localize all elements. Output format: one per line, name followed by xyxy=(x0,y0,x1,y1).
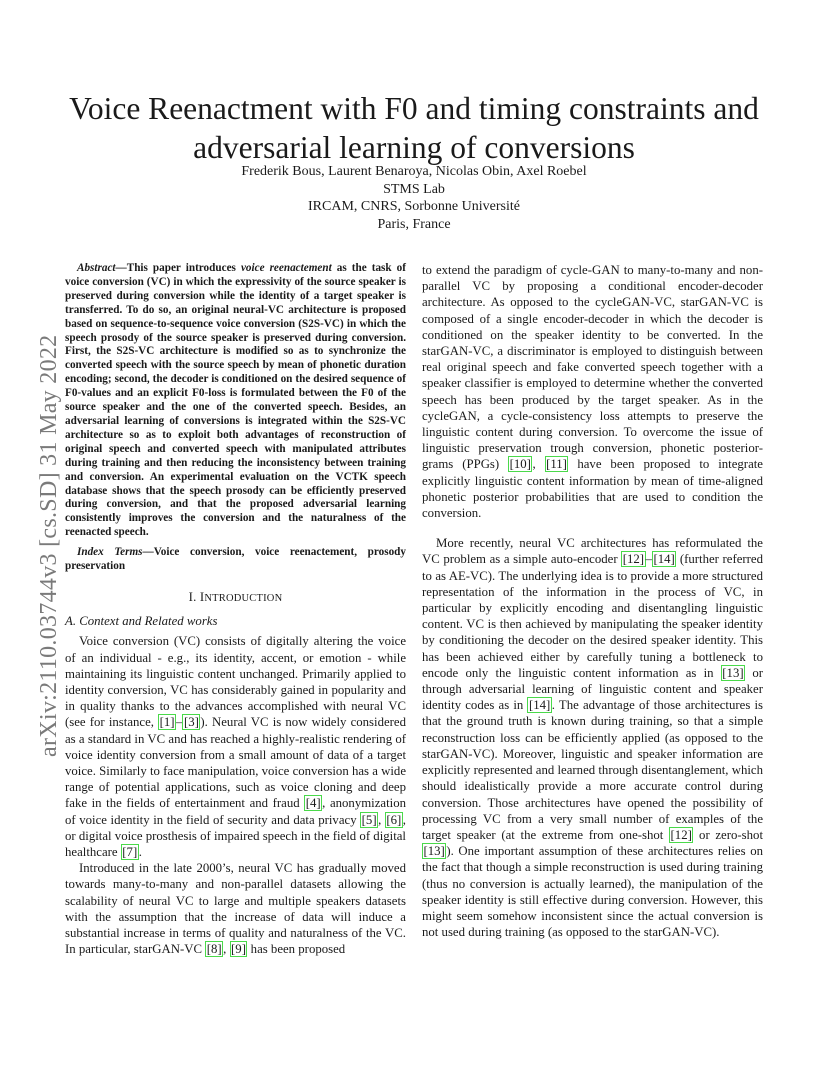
affiliation-city: Paris, France xyxy=(377,216,451,232)
text-run: ). One important assumption of these architectures relies on the fact that though a simple reconstruction is used during training (thus no conversion is actually learned), the manipulation of the speaker identity is still effective during conversion. However, this might seem somehow inconsistent since the actual conversion is not used during training (as opposed to the starGAN-VC). xyxy=(422,844,763,940)
citation-link[interactable]: [8] xyxy=(206,942,222,957)
text-run: Voice conversion (VC) consists of digitally altering the voice of an individual - e.g., its identity, accent, or emotion - while maintaining its linguistic content unchanged. Primarily applied to identity conversion, VC has considerably gained in popularity and in quality thanks to the advances accomplished with neural VC (see for instance, xyxy=(65,634,406,730)
left-column xyxy=(65,262,406,957)
citation-link[interactable]: [7] xyxy=(122,844,138,859)
affiliation-institution: IRCAM, CNRS, Sorbonne Université xyxy=(308,199,520,214)
text-run: . xyxy=(138,844,142,859)
text-run: . The advantage of those architectures is that the ground truth is known during training, so that a simple reconstruction loss can be efficiently applied (as opposed to the starGAN-VC). Moreover, linguistic and speaker information are explicitly represented and learned through disentanglement, which should idealistically provide a more accurate control during conversion. Those architectures have opened the possibility of processing VC from a very small number of examples of the target speaker (at the extreme from one-shot xyxy=(422,698,763,842)
index-terms-label: Index Terms xyxy=(77,546,143,559)
index-terms xyxy=(65,546,406,574)
text-run: or zero-shot xyxy=(693,827,763,842)
abstract xyxy=(65,262,406,540)
citation-link[interactable]: [14] xyxy=(528,698,551,713)
citation-link[interactable]: [13] xyxy=(722,665,744,680)
index-terms-dash: — xyxy=(142,546,154,559)
text-run: ). Neural VC is now widely considered as a standard in VC and has reached a highly-realistic rendering of voice identity conversion from a small amount of data of a target voice. Similarly to face manipulation, voice conversion has a wide range of potential applications, such as voice cloning and deep fake in the fields of entertainment and fraud xyxy=(65,715,407,811)
text-run: Introduced in the late 2000’s, neural VC has gradually moved towards many-to-many and non-parallel datasets allowing the scalability of neural VC to large and multiple speakers datasets with the assumption that the increase of data will induce a substantial increase in terms of quality and naturalness of the VC. In particular, starGAN-VC xyxy=(65,861,406,957)
author-names: Frederik Bous, Laurent Benaroya, Nicolas Obin, Axel Roebel xyxy=(241,164,587,179)
text-run: or through adversarial learning of linguistic content and speaker identity codes as in xyxy=(422,665,763,713)
citation-link[interactable]: [1] xyxy=(159,715,175,730)
text-run: , xyxy=(378,812,385,827)
section-initial: I xyxy=(199,589,205,604)
arxiv-identifier: arXiv:2110.03744v3 [cs.SD] 31 May 2022 xyxy=(36,334,62,757)
text-run: , xyxy=(223,942,230,957)
paper-title: Voice Reenactment with F0 and timing constraints and adversarial learning of conversions xyxy=(69,91,759,166)
citation-link[interactable]: [12] xyxy=(670,827,692,842)
text-run: , anonymization of voice identity in the field of security and data privacy xyxy=(65,796,406,827)
text-run: have been proposed to integrate explicitly linguistic content information by mean of time-aligned phonetic posterior probabilities that are used to condition the conversion. xyxy=(422,457,763,521)
abstract-text-start: This paper introduces xyxy=(126,262,241,274)
citation-link[interactable]: [3] xyxy=(183,715,199,730)
section-rest: NTRODUCTION xyxy=(204,592,283,604)
citation-link[interactable]: [5] xyxy=(361,812,377,827)
citation-link[interactable]: [14] xyxy=(653,552,675,567)
citation-link[interactable]: [13] xyxy=(423,844,445,859)
section-heading-introduction xyxy=(65,589,406,607)
paragraph-intro-3 xyxy=(422,262,763,521)
right-column xyxy=(422,262,763,940)
text-run: – xyxy=(176,715,183,730)
text-run: , or digital voice prosthesis of impaired speech in the field of digital healthcare xyxy=(65,812,406,859)
text-run: (further referred to as AE-VC). The underlying idea is to provide a more structured representation of the information in the process of VC, in particular by explicitly encoding and disentangling linguistic content. VC is then achieved by manipulating the speaker identity by conditioning the decoder on the desired speaker identity. This has been achieved either by carefully tuning a bottleneck to encode only the linguistic content information as in xyxy=(422,552,763,680)
citation-link[interactable]: [11] xyxy=(546,457,567,472)
paragraph-intro-2 xyxy=(65,860,406,957)
text-run: , xyxy=(532,457,545,472)
citation-link[interactable]: [12] xyxy=(622,552,645,567)
section-number: I. xyxy=(188,589,200,604)
author-block xyxy=(40,163,788,233)
citation-link[interactable]: [9] xyxy=(231,942,246,957)
text-run: has been proposed xyxy=(247,942,346,957)
paragraph-intro-4 xyxy=(422,535,763,940)
abstract-dash: — xyxy=(115,262,127,274)
citation-link[interactable]: [4] xyxy=(305,796,321,811)
abstract-emphasis: voice reenactement xyxy=(240,262,332,274)
subsection-heading-context: A. Context and Related works xyxy=(65,614,218,629)
affiliation-lab: STMS Lab xyxy=(383,181,445,197)
index-terms-text: Voice conversion, voice reenactement, prosody preservation xyxy=(65,546,406,573)
paragraph-intro-1 xyxy=(65,633,406,860)
abstract-text-rest: as the task of voice conversion (VC) in which the expressivity of the source speaker is preserved during conversion while the identity of a target speaker is transferred. To do so, an original neural-VC architecture is proposed based on sequence-to-sequence voice conversion (S2S-VC) in which the speech prosody of the source speaker is preserved during conversion. First, the S2S-VC architecture is modified so as to synchronize the converted speech with the source speech by mean of phonetic duration encoding; second, the decoder is conditioned on the desired sequence of F0-values and an explicit F0-loss is formulated between the F0 of the source speaker and the one of the converted speech. Besides, an adversarial learning of conversions is integrated within the S2S-VC architecture so as to exploit both advantages of reconstruction of original speech and converted speech with manipulated attributes during training and then reducing the inconsistency between training and conversion. An experimental evaluation on the VCTK speech database shows that the speech prosody can be efficiently preserved during conversion, and that the proposed adversarial learning consistently improves the conversion and the naturalness of the reenacted speech. xyxy=(65,262,406,539)
text-run: More recently, neural VC architectures has reformulated the VC problem as a simple auto-encoder xyxy=(422,536,763,567)
text-run: – xyxy=(645,552,652,567)
citation-link[interactable]: [10] xyxy=(509,457,531,472)
abstract-label: Abstract xyxy=(77,262,116,274)
citation-link[interactable]: [6] xyxy=(386,812,402,827)
text-run: to extend the paradigm of cycle-GAN to many-to-many and non-parallel VC by proposing a conditional encoder-decoder architecture. As opposed to the cycleGAN-VC, starGAN-VC is composed of a single encoder-decoder in which the decoder is conditioned on the speaker identity to be converted. In the starGAN-VC, a discriminator is employed to distinguish between real original speech and fake converted speech together with a speaker classifier is employed to determine whether the converted speech has been produced by the target speaker. As in the cycleGAN, a cycle-consistency loss attempts to preserve the linguistic content during conversion. To overcome the issue of linguistic preservation trough conversion, phonetic posterior-grams (PPGs) xyxy=(422,263,763,472)
